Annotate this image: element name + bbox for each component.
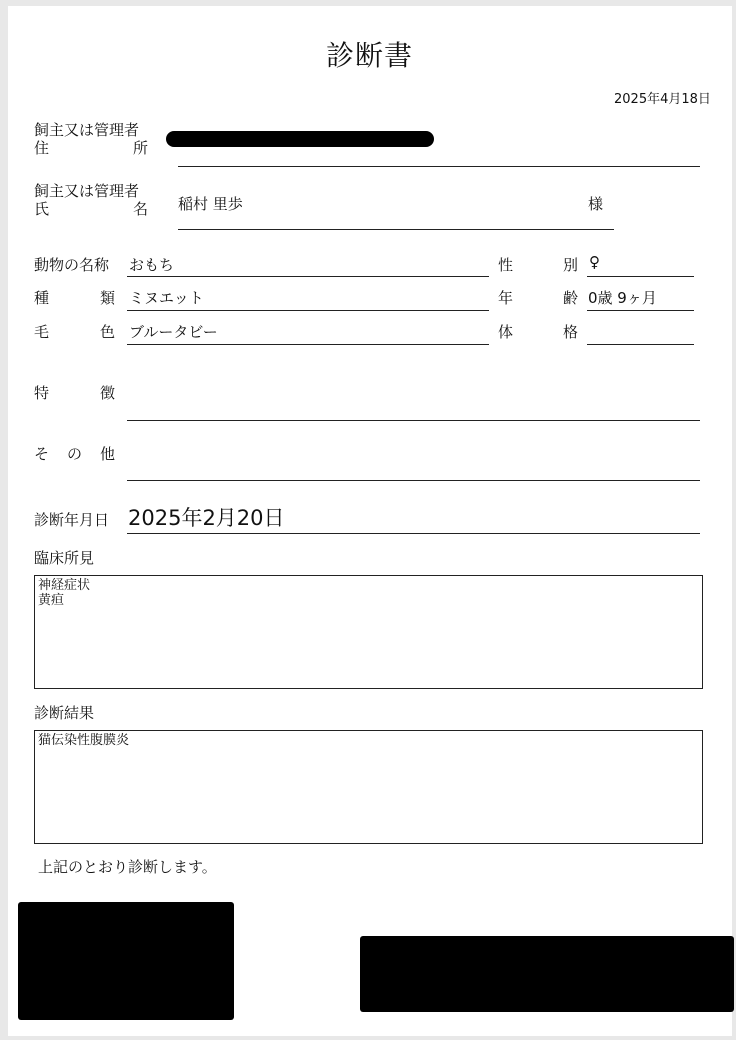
owner-name-label: 飼主又は管理者 [34,182,140,200]
owner-address-label: 飼主又は管理者 [34,121,140,139]
sex-value: ♀ [589,253,600,271]
other-label-b: の [67,445,83,463]
diagnosis-result-box [34,730,703,844]
features-label-a: 特 [34,384,50,402]
features-underline [127,420,700,421]
build-underline [587,344,694,345]
age-label-b: 齢 [563,289,579,307]
animal-name-value: おもち [129,256,175,274]
closing-statement: 上記のとおり診断します。 [38,858,217,876]
build-label-a: 体 [498,323,514,341]
build-label-b: 格 [563,323,579,341]
breed-underline [127,310,489,311]
diagnosis-result-label: 診断結果 [34,704,95,722]
diagnosis-date-label: 診断年月日 [34,511,110,529]
owner-address-label-ju: 住 [34,139,50,157]
clinical-findings-box [34,575,703,689]
diagnosis-result-line: 猫伝染性腹膜炎 [38,733,130,748]
features-label-b: 徴 [100,384,116,402]
breed-value: ミヌエット [129,289,204,307]
owner-name-label-mei: 名 [133,200,149,218]
sex-label-a: 性 [498,256,514,274]
animal-name-underline [127,276,489,277]
color-label-a: 毛 [34,323,50,341]
redacted-clinic-info [18,902,234,1020]
clinical-findings-label: 臨床所見 [34,549,95,567]
redacted-address [166,131,434,147]
age-value: 0歳 9ヶ月 [588,289,657,307]
owner-name-value: 稲村 里歩 [178,195,243,213]
clinical-finding-line: 神経症状 [38,578,91,593]
name-underline [178,229,614,230]
sex-underline [587,276,694,277]
other-label-a: そ [34,445,50,463]
age-underline [587,310,694,311]
color-underline [127,344,489,345]
breed-label-b: 類 [100,289,116,307]
redacted-signature [360,936,734,1012]
sex-label-b: 別 [563,256,579,274]
other-label-c: 他 [100,445,116,463]
animal-name-label: 動物の名称 [34,256,110,274]
address-underline [178,166,700,167]
owner-name-label-shi: 氏 [34,200,50,218]
age-label-a: 年 [498,289,514,307]
issue-date: 2025年4月18日 [614,92,711,107]
diagnosis-date-underline [127,533,700,534]
other-underline [127,480,700,481]
certificate-page [8,6,732,1036]
color-label-b: 色 [100,323,116,341]
clinical-finding-line: 黄疸 [38,593,65,608]
diagnosis-date-value: 2025年2月20日 [128,506,285,530]
breed-label-a: 種 [34,289,50,307]
color-value: ブルータビー [129,323,218,341]
owner-address-label-sho: 所 [133,139,149,157]
document-title: 診断書 [326,39,414,72]
honorific: 様 [588,195,604,213]
